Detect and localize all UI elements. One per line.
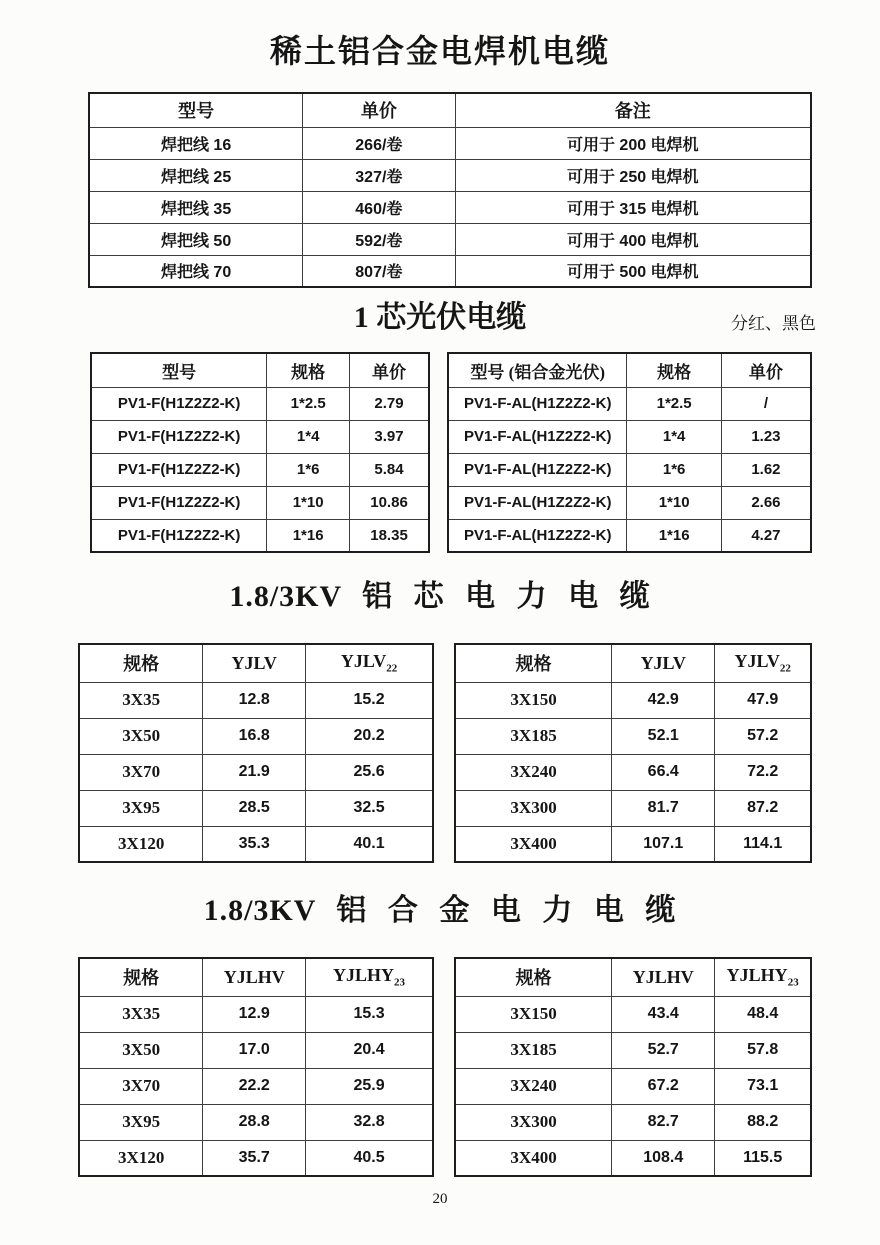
- table-cell: 28.8: [203, 1104, 306, 1140]
- table-cell: 107.1: [612, 826, 715, 862]
- table-cell: 43.4: [612, 996, 715, 1032]
- table-cell: 1*16: [267, 519, 350, 552]
- table-cell: 3X95: [79, 1104, 203, 1140]
- column-header-spec: 规格: [267, 353, 350, 387]
- table-cell: 592/卷: [303, 223, 455, 255]
- column-header-spec: 规格: [455, 644, 612, 682]
- table-cell: 15.3: [306, 996, 433, 1032]
- section2-title: 1 芯光伏电缆: [353, 301, 527, 334]
- table-header-row: [79, 644, 433, 682]
- yjlhy23-base: YJLHY: [726, 965, 788, 986]
- table-cell: 81.7: [612, 790, 715, 826]
- table-cell: PV1-F-AL(H1Z2Z2-K): [448, 420, 627, 453]
- table-cell: 3X300: [455, 1104, 612, 1140]
- table-row: [79, 996, 433, 1032]
- table-row: [79, 1032, 433, 1068]
- column-header-spec: 规格: [627, 353, 721, 387]
- column-header-yjlhv: YJLHV: [203, 958, 306, 996]
- table-cell: 焊把线 25: [89, 159, 303, 191]
- column-header-yjlhy23: [306, 958, 433, 996]
- table-cell: 1*6: [267, 453, 350, 486]
- table-cell: 12.8: [203, 682, 306, 718]
- table-cell: 20.4: [306, 1032, 433, 1068]
- table-header-row: [455, 644, 811, 682]
- table-cell: PV1-F(H1Z2Z2-K): [91, 453, 267, 486]
- table-cell: 3X70: [79, 754, 203, 790]
- section3-title: 1.8/3KV 铝 芯 电 力 电 缆: [229, 580, 651, 613]
- table-cell: 3X120: [79, 826, 203, 862]
- table-cell: 3.97: [350, 420, 429, 453]
- aluminum-core-tables: [78, 643, 880, 863]
- pv-cable-tables: [90, 352, 880, 553]
- table-cell: 15.2: [306, 682, 433, 718]
- table-header-row: [89, 93, 811, 127]
- column-header-model: 型号: [91, 353, 267, 387]
- table-row: [455, 1104, 811, 1140]
- table-cell: 48.4: [715, 996, 811, 1032]
- table-cell: 3X150: [455, 682, 612, 718]
- yjlv22-subscript: 22: [779, 663, 791, 676]
- table-row: [89, 127, 811, 159]
- table-cell: 焊把线 70: [89, 255, 303, 287]
- table-cell: 108.4: [612, 1140, 715, 1176]
- table-row: [448, 420, 811, 453]
- table-row: [455, 790, 811, 826]
- section3-header: [0, 577, 880, 617]
- table-cell: 3X300: [455, 790, 612, 826]
- table-cell: 3X35: [79, 682, 203, 718]
- table-cell: 87.2: [715, 790, 811, 826]
- table-cell: 3X95: [79, 790, 203, 826]
- table-cell: 72.2: [715, 754, 811, 790]
- table-cell: 327/卷: [303, 159, 455, 191]
- table-cell: 可用于 500 电焊机: [455, 255, 811, 287]
- table-row: [455, 826, 811, 862]
- table-cell: PV1-F(H1Z2Z2-K): [91, 486, 267, 519]
- table-cell: PV1-F-AL(H1Z2Z2-K): [448, 453, 627, 486]
- table-row: [91, 420, 429, 453]
- yjlhy23-base: YJLHY: [333, 965, 395, 986]
- table-header-row: [448, 353, 811, 387]
- table-cell: 32.5: [306, 790, 433, 826]
- yjlv22-base: YJLV: [734, 651, 780, 672]
- table-cell: 2.66: [721, 486, 811, 519]
- table-cell: 3X240: [455, 1068, 612, 1104]
- table-row: [448, 387, 811, 420]
- table-cell: 焊把线 35: [89, 191, 303, 223]
- table-cell: 88.2: [715, 1104, 811, 1140]
- table-cell: PV1-F(H1Z2Z2-K): [91, 387, 267, 420]
- table-cell: 21.9: [203, 754, 306, 790]
- table-row: [79, 1068, 433, 1104]
- table-row: [79, 790, 433, 826]
- yjlv22-subscript: 22: [386, 663, 398, 676]
- table-cell: 1*4: [627, 420, 721, 453]
- table-cell: 35.3: [203, 826, 306, 862]
- column-header-yjlv: YJLV: [612, 644, 715, 682]
- table-cell: 可用于 250 电焊机: [455, 159, 811, 191]
- table-row: [91, 519, 429, 552]
- yjlv-table-left: [78, 643, 434, 863]
- yjlhv-table-left: [78, 957, 434, 1177]
- yjlhv-table-right: [454, 957, 812, 1177]
- section2-header: [0, 298, 880, 338]
- table-row: [91, 486, 429, 519]
- table-cell: 67.2: [612, 1068, 715, 1104]
- table-row: [91, 453, 429, 486]
- section2-color-note: 分红、黑色: [731, 314, 816, 333]
- table-row: [455, 682, 811, 718]
- table-cell: 20.2: [306, 718, 433, 754]
- table-cell: 73.1: [715, 1068, 811, 1104]
- page-number: 20: [432, 1191, 448, 1207]
- column-header-unit-price: 单价: [350, 353, 429, 387]
- section4-title: 1.8/3KV 铝 合 金 电 力 电 缆: [203, 894, 677, 927]
- table-cell: 焊把线 50: [89, 223, 303, 255]
- table-cell: PV1-F(H1Z2Z2-K): [91, 519, 267, 552]
- table-cell: 35.7: [203, 1140, 306, 1176]
- table-cell: 1*6: [627, 453, 721, 486]
- table-header-row: [455, 958, 811, 996]
- table-row: [89, 223, 811, 255]
- table-cell: 266/卷: [303, 127, 455, 159]
- table-header-row: [79, 958, 433, 996]
- table-cell: 3X120: [79, 1140, 203, 1176]
- table-row: [79, 826, 433, 862]
- table-cell: 可用于 315 电焊机: [455, 191, 811, 223]
- table-cell: 28.5: [203, 790, 306, 826]
- table-cell: 3X400: [455, 1140, 612, 1176]
- table-cell: 18.35: [350, 519, 429, 552]
- table-row: [89, 255, 811, 287]
- table-row: [448, 519, 811, 552]
- table-cell: PV1-F-AL(H1Z2Z2-K): [448, 519, 627, 552]
- column-header-yjlv22: [715, 644, 811, 682]
- table-cell: 115.5: [715, 1140, 811, 1176]
- column-header-yjlhy23: [715, 958, 811, 996]
- table-cell: 1*4: [267, 420, 350, 453]
- table-row: [448, 453, 811, 486]
- column-header-spec: 规格: [455, 958, 612, 996]
- table-cell: 3X185: [455, 718, 612, 754]
- table-row: [79, 1140, 433, 1176]
- table-header-row: [91, 353, 429, 387]
- table-cell: 焊把线 16: [89, 127, 303, 159]
- table-cell: 807/卷: [303, 255, 455, 287]
- table-cell: 25.9: [306, 1068, 433, 1104]
- column-header-yjlv: YJLV: [203, 644, 306, 682]
- table-cell: 16.8: [203, 718, 306, 754]
- table-row: [79, 682, 433, 718]
- table-row: [79, 1104, 433, 1140]
- table-cell: 3X70: [79, 1068, 203, 1104]
- table-row: [455, 1140, 811, 1176]
- table-cell: 可用于 200 电焊机: [455, 127, 811, 159]
- table-row: [455, 754, 811, 790]
- yjlhy23-subscript: 23: [787, 977, 799, 990]
- table-cell: 25.6: [306, 754, 433, 790]
- table-cell: 1*10: [267, 486, 350, 519]
- table-cell: PV1-F-AL(H1Z2Z2-K): [448, 486, 627, 519]
- table-cell: 47.9: [715, 682, 811, 718]
- table-cell: 40.5: [306, 1140, 433, 1176]
- table-row: [79, 754, 433, 790]
- column-header-yjlv22: [306, 644, 433, 682]
- column-header-remark: 备注: [455, 93, 811, 127]
- table-cell: 66.4: [612, 754, 715, 790]
- table-cell: /: [721, 387, 811, 420]
- table-cell: 10.86: [350, 486, 429, 519]
- table-cell: 42.9: [612, 682, 715, 718]
- table-row: [455, 996, 811, 1032]
- yjlv-table-right: [454, 643, 812, 863]
- table-cell: 1*2.5: [627, 387, 721, 420]
- table-cell: 460/卷: [303, 191, 455, 223]
- column-header-model-al: 型号 (铝合金光伏): [448, 353, 627, 387]
- table-cell: 1*16: [627, 519, 721, 552]
- column-header-spec: 规格: [79, 644, 203, 682]
- table-row: [89, 191, 811, 223]
- section4-header: [0, 891, 880, 931]
- welding-cable-price-table: [88, 92, 812, 288]
- table-cell: 22.2: [203, 1068, 306, 1104]
- table-cell: 4.27: [721, 519, 811, 552]
- table-cell: 3X50: [79, 718, 203, 754]
- table-cell: 3X400: [455, 826, 612, 862]
- table-cell: 1.62: [721, 453, 811, 486]
- aluminum-alloy-tables: [78, 957, 880, 1177]
- pv-copper-table: [90, 352, 430, 553]
- column-header-unit-price: 单价: [721, 353, 811, 387]
- column-header-unit-price: 单价: [303, 93, 455, 127]
- table-cell: 52.1: [612, 718, 715, 754]
- table-cell: 3X150: [455, 996, 612, 1032]
- table-cell: PV1-F-AL(H1Z2Z2-K): [448, 387, 627, 420]
- yjlv22-base: YJLV: [340, 651, 387, 672]
- table-cell: 1*10: [627, 486, 721, 519]
- table-row: [455, 1068, 811, 1104]
- table-row: [448, 486, 811, 519]
- table-cell: 可用于 400 电焊机: [455, 223, 811, 255]
- table-cell: 52.7: [612, 1032, 715, 1068]
- table-row: [79, 718, 433, 754]
- table-row: [455, 718, 811, 754]
- table-cell: 2.79: [350, 387, 429, 420]
- table-row: [455, 1032, 811, 1068]
- pv-aluminum-alloy-table: [447, 352, 812, 553]
- column-header-model: 型号: [89, 93, 303, 127]
- table-cell: 3X50: [79, 1032, 203, 1068]
- table-cell: 1.23: [721, 420, 811, 453]
- table-cell: 114.1: [715, 826, 811, 862]
- column-header-spec: 规格: [79, 958, 203, 996]
- table-cell: 3X35: [79, 996, 203, 1032]
- table-cell: 57.8: [715, 1032, 811, 1068]
- table-cell: 40.1: [306, 826, 433, 862]
- table-cell: 32.8: [306, 1104, 433, 1140]
- table-cell: 57.2: [715, 718, 811, 754]
- column-header-yjlhv: YJLHV: [612, 958, 715, 996]
- table-cell: 12.9: [203, 996, 306, 1032]
- table-row: [89, 159, 811, 191]
- yjlhy23-subscript: 23: [394, 977, 406, 990]
- table-cell: 82.7: [612, 1104, 715, 1140]
- table-cell: 1*2.5: [267, 387, 350, 420]
- table-row: [91, 387, 429, 420]
- table-cell: 5.84: [350, 453, 429, 486]
- section1-title: 稀土铝合金电焊机电缆: [269, 33, 610, 69]
- table-cell: 3X240: [455, 754, 612, 790]
- table-cell: 3X185: [455, 1032, 612, 1068]
- table-cell: 17.0: [203, 1032, 306, 1068]
- table-cell: PV1-F(H1Z2Z2-K): [91, 420, 267, 453]
